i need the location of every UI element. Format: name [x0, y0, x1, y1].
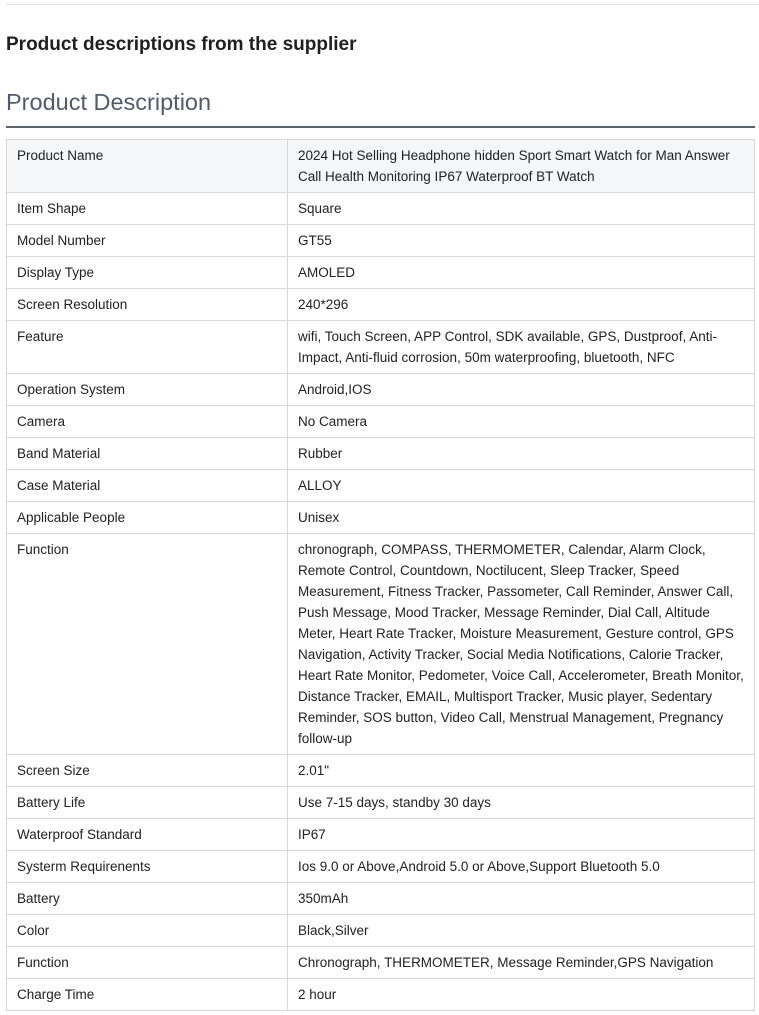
spec-key: Systerm Requirenents	[7, 851, 288, 883]
spec-value: No Camera	[288, 406, 755, 438]
spec-value: 2024 Hot Selling Headphone hidden Sport Smart Watch for Man Answer Call Health Monitoring IP67 Waterproof BT Watch	[288, 140, 755, 193]
table-row	[7, 321, 755, 374]
spec-key: Model Number	[7, 225, 288, 257]
table-row	[7, 534, 755, 755]
spec-value: Square	[288, 193, 755, 225]
table-row	[7, 140, 755, 193]
spec-value: IP67	[288, 819, 755, 851]
spec-value: Ios 9.0 or Above,Android 5.0 or Above,Support Bluetooth 5.0	[288, 851, 755, 883]
table-row	[7, 374, 755, 406]
spec-value: 2 hour	[288, 979, 755, 1011]
spec-value: Android,IOS	[288, 374, 755, 406]
spec-key: Function	[7, 534, 288, 755]
table-row	[7, 470, 755, 502]
spec-key: Battery	[7, 883, 288, 915]
spec-key: Product Name	[7, 140, 288, 193]
spec-value: 240*296	[288, 289, 755, 321]
spec-value: Use 7-15 days, standby 30 days	[288, 787, 755, 819]
table-row	[7, 819, 755, 851]
spec-value: Chronograph, THERMOMETER, Message Reminder,GPS Navigation	[288, 947, 755, 979]
table-row	[7, 289, 755, 321]
section-title: Product Description	[6, 89, 212, 115]
spec-value: ALLOY	[288, 470, 755, 502]
spec-value: wifi, Touch Screen, APP Control, SDK available, GPS, Dustproof, Anti-Impact, Anti-fluid corrosion, 50m waterproofing, bluetooth, NFC	[288, 321, 755, 374]
table-row	[7, 225, 755, 257]
top-divider	[6, 4, 759, 5]
table-row	[7, 257, 755, 289]
spec-key: Display Type	[7, 257, 288, 289]
table-row	[7, 915, 755, 947]
section-underline	[6, 126, 755, 128]
spec-key: Color	[7, 915, 288, 947]
spec-key: Item Shape	[7, 193, 288, 225]
spec-value: 350mAh	[288, 883, 755, 915]
spec-key: Charge Time	[7, 979, 288, 1011]
table-row	[7, 406, 755, 438]
table-row	[7, 755, 755, 787]
spec-value: chronograph, COMPASS, THERMOMETER, Calendar, Alarm Clock, Remote Control, Countdown, Noctilucent, Sleep Tracker, Speed Measurement, Fitness Tracker, Passometer, Call Reminder, Answer Call, Push Message, Mood Tracker, Message Reminder, Dial Call, Altitude Meter, Heart Rate Tracker, Moisture Measurement, Gesture control, GPS Navigation, Activity Tracker, Social Media Notifications, Calorie Tracker, Heart Rate Monitor, Pedometer, Voice Call, Accelerometer, Breath Monitor, Distance Tracker, EMAIL, Multisport Tracker, Music player, Sedentary Reminder, SOS button, Video Call, Menstrual Management, Pregnancy follow-up	[288, 534, 755, 755]
spec-value: AMOLED	[288, 257, 755, 289]
spec-value: GT55	[288, 225, 755, 257]
spec-key: Camera	[7, 406, 288, 438]
spec-key: Function	[7, 947, 288, 979]
spec-key: Band Material	[7, 438, 288, 470]
table-row	[7, 787, 755, 819]
table-row	[7, 947, 755, 979]
supplier-heading: Product descriptions from the supplier	[6, 34, 357, 55]
table-row	[7, 883, 755, 915]
spec-key: Operation System	[7, 374, 288, 406]
table-row	[7, 193, 755, 225]
spec-value: Black,Silver	[288, 915, 755, 947]
spec-key: Screen Resolution	[7, 289, 288, 321]
spec-value: 2.01"	[288, 755, 755, 787]
spec-key: Applicable People	[7, 502, 288, 534]
spec-key: Waterproof Standard	[7, 819, 288, 851]
spec-key: Feature	[7, 321, 288, 374]
table-row	[7, 851, 755, 883]
spec-key: Screen Size	[7, 755, 288, 787]
spec-value: Unisex	[288, 502, 755, 534]
table-row	[7, 979, 755, 1011]
table-row	[7, 502, 755, 534]
spec-key: Case Material	[7, 470, 288, 502]
product-spec-table	[6, 139, 755, 1011]
spec-value: Rubber	[288, 438, 755, 470]
table-row	[7, 438, 755, 470]
spec-key: Battery Life	[7, 787, 288, 819]
